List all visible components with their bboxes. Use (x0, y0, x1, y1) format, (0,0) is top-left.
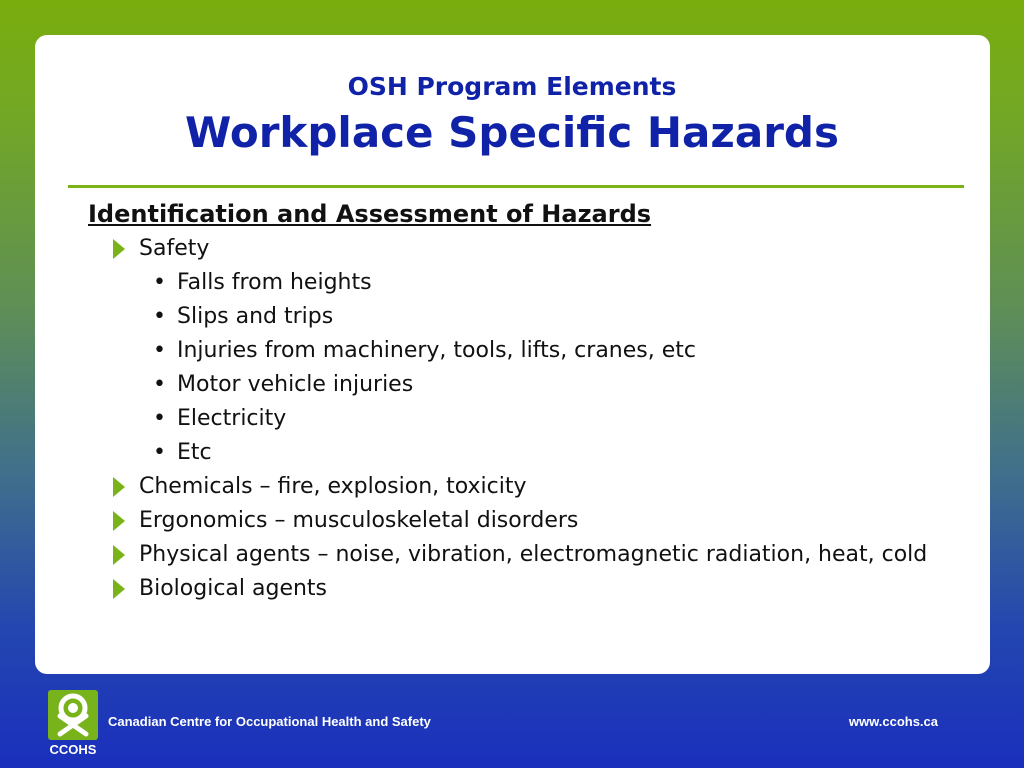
triangle-bullet-icon (113, 545, 125, 565)
logo-text: CCOHS (49, 742, 97, 757)
triangle-bullet-icon (113, 579, 125, 599)
list-item-label: Physical agents – noise, vibration, electromagnetic radiation, heat, cold (139, 542, 928, 567)
list-item (108, 235, 948, 467)
sub-list-item-label: Etc (177, 440, 212, 465)
dot-bullet-icon: • (153, 270, 166, 295)
dot-bullet-icon: • (153, 338, 166, 363)
hazard-list (108, 235, 948, 609)
ccohs-logo (45, 690, 101, 760)
sub-list-item (139, 303, 948, 331)
triangle-bullet-icon (113, 511, 125, 531)
sub-list-item-label: Motor vehicle injuries (177, 372, 414, 397)
dot-bullet-icon: • (153, 440, 166, 465)
sub-list-item (139, 337, 948, 365)
sub-list (139, 269, 948, 467)
sub-list-item-label: Electricity (177, 406, 287, 431)
sub-list-item (139, 439, 948, 467)
sub-list-item-label: Injuries from machinery, tools, lifts, cranes, etc (177, 338, 696, 363)
organization-name: Canadian Centre for Occupational Health and Safety (108, 714, 431, 729)
slide-title: Workplace Specific Hazards (185, 108, 839, 157)
triangle-bullet-icon (113, 477, 125, 497)
logo-emblem-icon (48, 690, 98, 740)
slide-subtitle: OSH Program Elements (347, 72, 677, 101)
dot-bullet-icon: • (153, 372, 166, 397)
dot-bullet-icon: • (153, 304, 166, 329)
list-item (108, 507, 948, 535)
triangle-bullet-icon (113, 239, 125, 259)
sub-list-item-label: Falls from heights (177, 270, 372, 295)
title-divider (68, 185, 964, 188)
list-item (108, 473, 948, 501)
list-item (108, 541, 948, 569)
website-link[interactable]: www.ccohs.ca (848, 714, 938, 729)
list-item-label: Chemicals – fire, explosion, toxicity (139, 474, 527, 499)
sub-list-item-label: Slips and trips (177, 304, 334, 329)
sub-list-item (139, 405, 948, 433)
list-item-label: Biological agents (139, 576, 328, 601)
list-item-label: Ergonomics – musculoskeletal disorders (139, 508, 579, 533)
dot-bullet-icon: • (153, 406, 166, 431)
list-item (108, 575, 948, 603)
sub-list-item (139, 371, 948, 399)
sub-list-item (139, 269, 948, 297)
section-heading: Identification and Assessment of Hazards (88, 200, 652, 228)
list-item-label: Safety (139, 236, 210, 261)
